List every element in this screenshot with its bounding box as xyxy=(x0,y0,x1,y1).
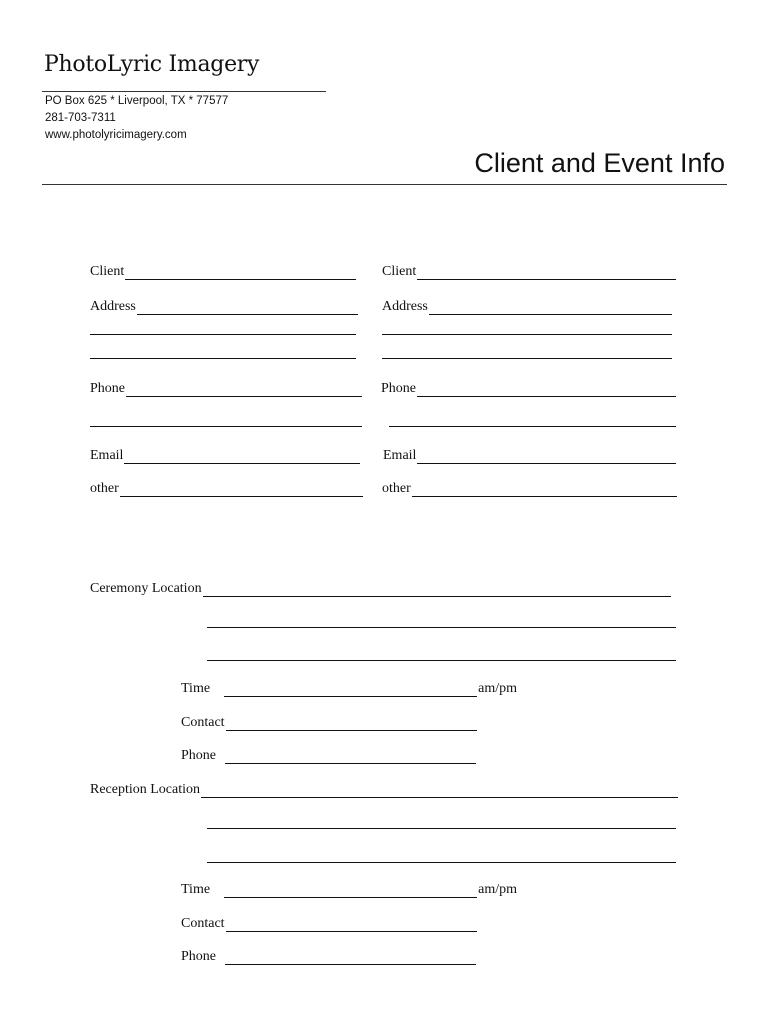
client-1-phone-line-2[interactable] xyxy=(90,426,362,427)
client-2-email-label: Email xyxy=(383,448,417,463)
client-1-label: Client xyxy=(90,264,125,279)
ceremony-phone-line[interactable] xyxy=(225,748,476,764)
reception-time-field[interactable] xyxy=(181,878,517,898)
client-2-phone-line-2[interactable] xyxy=(389,426,676,427)
reception-phone-line[interactable] xyxy=(225,949,476,965)
client-2-phone-field[interactable] xyxy=(381,377,676,397)
ceremony-location-line-2[interactable] xyxy=(207,627,676,628)
client-2-other-label: other xyxy=(382,481,411,496)
ceremony-phone-field[interactable] xyxy=(181,744,476,764)
brand-name: PhotoLyric Imagery xyxy=(44,52,260,77)
mailing-address: PO Box 625 * Liverpool, TX * 77577 xyxy=(45,95,229,107)
business-phone: 281-703-7311 xyxy=(45,112,116,124)
document-title: Client and Event Info xyxy=(474,148,725,178)
ceremony-contact-field[interactable] xyxy=(181,711,477,731)
client-2-address-line-3[interactable] xyxy=(382,358,672,359)
reception-contact-field[interactable] xyxy=(181,912,477,932)
reception-phone-label: Phone xyxy=(181,949,216,964)
client-2-name-field[interactable] xyxy=(382,260,676,280)
client-2-email-line[interactable] xyxy=(417,448,676,464)
ceremony-contact-line[interactable] xyxy=(226,715,477,731)
client-1-email-line[interactable] xyxy=(124,448,360,464)
ceremony-time-label: Time xyxy=(181,681,211,696)
title-divider xyxy=(42,184,727,185)
client-1-phone-line[interactable] xyxy=(126,381,362,397)
ceremony-ampm: am/pm xyxy=(478,681,517,696)
client-2-address-line-2[interactable] xyxy=(382,334,672,335)
client-1-phone-label: Phone xyxy=(90,381,125,396)
ceremony-contact-label: Contact xyxy=(181,715,225,730)
client-1-other-field[interactable] xyxy=(90,477,363,497)
ceremony-time-line[interactable] xyxy=(224,681,477,697)
client-2-name-line[interactable] xyxy=(417,264,676,280)
ceremony-phone-label: Phone xyxy=(181,748,216,763)
client-1-address-line-3[interactable] xyxy=(90,358,356,359)
reception-location-label: Reception Location xyxy=(90,782,201,797)
reception-location-field[interactable] xyxy=(90,778,678,798)
client-1-address-label: Address xyxy=(90,299,136,314)
client-2-address-label: Address xyxy=(382,299,428,314)
reception-time-line[interactable] xyxy=(224,882,477,898)
client-1-email-label: Email xyxy=(90,448,124,463)
client-2-address-field[interactable] xyxy=(382,295,672,315)
reception-phone-field[interactable] xyxy=(181,945,476,965)
client-1-address-field[interactable] xyxy=(90,295,358,315)
client-2-address-line[interactable] xyxy=(429,299,672,315)
client-1-other-label: other xyxy=(90,481,119,496)
website-link[interactable]: www.photolyricimagery.com xyxy=(45,129,187,141)
reception-location-line-3[interactable] xyxy=(207,862,676,863)
reception-location-line-2[interactable] xyxy=(207,828,676,829)
client-1-name-field[interactable] xyxy=(90,260,356,280)
client-1-address-line-2[interactable] xyxy=(90,334,356,335)
client-1-email-field[interactable] xyxy=(90,444,360,464)
client-2-other-field[interactable] xyxy=(382,477,677,497)
client-1-phone-field[interactable] xyxy=(90,377,362,397)
client-1-address-line[interactable] xyxy=(137,299,358,315)
reception-location-line[interactable] xyxy=(201,782,678,798)
client-1-other-line[interactable] xyxy=(120,481,363,497)
client-2-email-field[interactable] xyxy=(383,444,676,464)
brand-divider xyxy=(42,91,326,92)
client-2-label: Client xyxy=(382,264,417,279)
reception-time-label: Time xyxy=(181,882,211,897)
ceremony-location-field[interactable] xyxy=(90,577,671,597)
client-2-other-line[interactable] xyxy=(412,481,677,497)
client-2-phone-line[interactable] xyxy=(417,381,676,397)
reception-ampm: am/pm xyxy=(478,882,517,897)
ceremony-time-field[interactable] xyxy=(181,677,517,697)
ceremony-location-label: Ceremony Location xyxy=(90,581,202,596)
client-2-phone-label: Phone xyxy=(381,381,416,396)
ceremony-location-line-3[interactable] xyxy=(207,660,676,661)
reception-contact-line[interactable] xyxy=(226,916,477,932)
client-1-name-line[interactable] xyxy=(125,264,356,280)
reception-contact-label: Contact xyxy=(181,916,225,931)
ceremony-location-line[interactable] xyxy=(203,581,671,597)
